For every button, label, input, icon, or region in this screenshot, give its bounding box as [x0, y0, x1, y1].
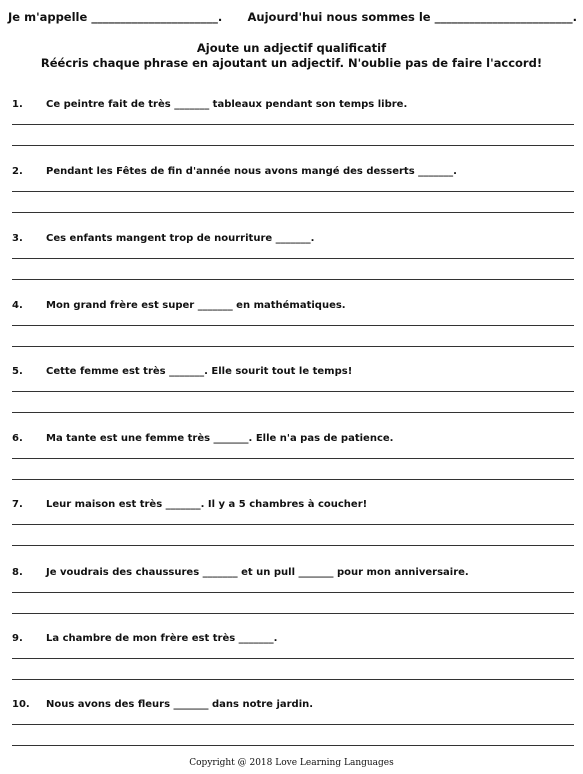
question-text: Je voudrais des chaussures _______ et un pull _______ pour mon anniversaire.	[46, 566, 469, 578]
answer-line[interactable]	[12, 724, 574, 725]
question-text: Mon grand frère est super _______ en mathématiques.	[46, 299, 346, 311]
answer-line[interactable]	[12, 458, 574, 459]
question-item	[12, 697, 574, 746]
answer-line[interactable]	[12, 325, 574, 326]
question-item	[12, 565, 574, 614]
question-item	[12, 431, 574, 480]
title-line-1: Ajoute un adjectif qualificatif	[196, 41, 387, 55]
question-item	[12, 298, 574, 347]
question-number: 9.	[12, 632, 23, 644]
question-item	[12, 364, 574, 413]
date-blank[interactable]: ________________________.	[434, 10, 577, 24]
title-line-2: Réécris chaque phrase en ajoutant un adjectif. N'oublie pas de faire l'accord!	[40, 56, 543, 70]
answer-line[interactable]	[12, 745, 574, 746]
name-label: Je m'appelle	[8, 10, 88, 24]
question-line	[12, 565, 574, 579]
answer-line[interactable]	[12, 346, 574, 347]
question-number: 5.	[12, 365, 23, 377]
answer-line[interactable]	[12, 258, 574, 259]
date-field[interactable]	[248, 10, 577, 24]
question-text: Cette femme est très _______. Elle sourit tout le temps!	[46, 365, 353, 377]
question-line	[12, 697, 574, 711]
question-item	[12, 497, 574, 546]
answer-line[interactable]	[12, 191, 574, 192]
question-number: 6.	[12, 432, 23, 444]
question-item	[12, 164, 574, 213]
answer-line[interactable]	[12, 279, 574, 280]
question-text: Pendant les Fêtes de fin d'année nous avons mangé des desserts _______.	[46, 165, 457, 177]
question-number: 1.	[12, 98, 23, 110]
question-number: 10.	[12, 698, 30, 710]
question-item	[12, 97, 574, 146]
answer-line[interactable]	[12, 592, 574, 593]
question-number: 7.	[12, 498, 23, 510]
question-text: Ce peintre fait de très _______ tableaux pendant son temps libre.	[46, 98, 408, 110]
answer-line[interactable]	[12, 212, 574, 213]
answer-line[interactable]	[12, 658, 574, 659]
answer-line[interactable]	[12, 613, 574, 614]
answer-line[interactable]	[12, 124, 574, 125]
name-field[interactable]	[8, 10, 222, 24]
question-line	[12, 231, 574, 245]
question-text: Ma tante est une femme très _______. Elle n'a pas de patience.	[46, 432, 394, 444]
question-line	[12, 631, 574, 645]
answer-line[interactable]	[12, 145, 574, 146]
question-text: La chambre de mon frère est très _______.	[46, 632, 278, 644]
name-blank[interactable]: ______________________.	[91, 10, 223, 24]
question-text: Ces enfants mangent trop de nourriture _______.	[46, 232, 315, 244]
question-text: Nous avons des fleurs _______ dans notre jardin.	[46, 698, 314, 710]
question-line	[12, 431, 574, 445]
answer-line[interactable]	[12, 524, 574, 525]
question-line	[12, 298, 574, 312]
question-line	[12, 364, 574, 378]
question-line	[12, 497, 574, 511]
answer-line[interactable]	[12, 391, 574, 392]
copyright-footer: Copyright @ 2018 Love Learning Languages	[189, 758, 394, 768]
question-number: 4.	[12, 299, 23, 311]
worksheet-header	[8, 10, 577, 24]
question-number: 2.	[12, 165, 23, 177]
worksheet-title	[0, 41, 583, 71]
question-item	[12, 631, 574, 680]
question-line	[12, 164, 574, 178]
answer-line[interactable]	[12, 479, 574, 480]
question-text: Leur maison est très _______. Il y a 5 chambres à coucher!	[46, 498, 368, 510]
question-number: 8.	[12, 566, 23, 578]
question-line	[12, 97, 574, 111]
answer-line[interactable]	[12, 679, 574, 680]
question-number: 3.	[12, 232, 23, 244]
answer-line[interactable]	[12, 412, 574, 413]
question-item	[12, 231, 574, 280]
answer-line[interactable]	[12, 545, 574, 546]
date-label: Aujourd'hui nous sommes le	[247, 10, 431, 24]
